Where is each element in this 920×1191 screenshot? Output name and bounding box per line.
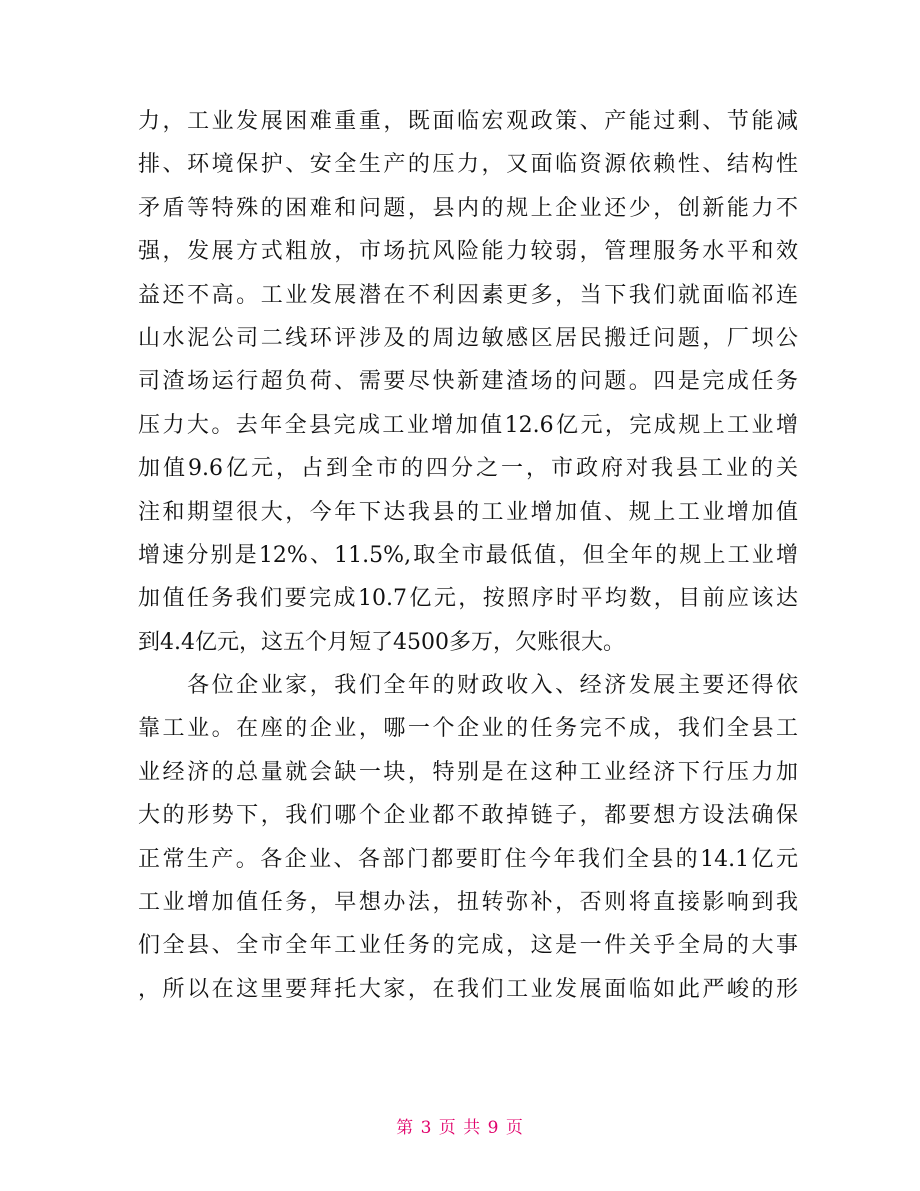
text-line: 强，发展方式粗放，市场抗风险能力较弱，管理服务水平和效: [138, 239, 798, 265]
text-line-paragraph-start: 各位企业家，我们全年的财政收入、经济发展主要还得依: [138, 673, 798, 699]
body-text: [138, 100, 798, 1011]
text-line: 益还不高。工业发展潜在不利因素更多，当下我们就面临祁连: [138, 282, 798, 308]
text-line: 排、环境保护、安全生产的压力，又面临资源依赖性、结构性: [138, 152, 798, 178]
text-line: 靠工业。在座的企业，哪一个企业的任务完不成，我们全县工: [138, 716, 798, 742]
text-line: 注和期望很大，今年下达我县的工业增加值、规上工业增加值: [138, 499, 798, 525]
text-line: 加值9.6亿元，占到全市的四分之一，市政府对我县工业的关: [138, 456, 798, 482]
text-line: 们全县、全市全年工业任务的完成，这是一件关乎全局的大事: [138, 933, 798, 959]
text-line: 大的形势下，我们哪个企业都不敢掉链子，都要想方设法确保: [138, 803, 798, 829]
text-line: 司渣场运行超负荷、需要尽快新建渣场的问题。四是完成任务: [138, 369, 798, 395]
text-line: 矛盾等特殊的困难和问题，县内的规上企业还少，创新能力不: [138, 195, 798, 221]
text-line: 业经济的总量就会缺一块，特别是在这种工业经济下行压力加: [138, 759, 798, 785]
text-line: 压力大。去年全县完成工业增加值12.6亿元，完成规上工业增: [138, 412, 798, 438]
page-number-footer: 第 3 页 共 9 页: [396, 1118, 524, 1138]
text-line: 山水泥公司二线环评涉及的周边敏感区居民搬迁问题，厂坝公: [138, 325, 798, 351]
text-line: 力，工业发展困难重重，既面临宏观政策、产能过剩、节能减: [138, 109, 798, 134]
text-line-paragraph-end: 到4.4亿元，这五个月短了4500多万，欠账很大。: [138, 629, 625, 655]
text-line: 正常生产。各企业、各部门都要盯住今年我们全县的14.1亿元: [138, 846, 798, 872]
text-line: 增速分别是12%、11.5%,取全市最低值，但全年的规上工业增: [138, 542, 798, 568]
text-line: 工业增加值任务，早想办法，扭转弥补，否则将直接影响到我: [138, 890, 798, 916]
text-line: ，所以在这里要拜托大家，在我们工业发展面临如此严峻的形: [138, 976, 798, 1002]
text-line: 加值任务我们要完成10.7亿元，按照序时平均数，目前应该达: [138, 586, 798, 612]
